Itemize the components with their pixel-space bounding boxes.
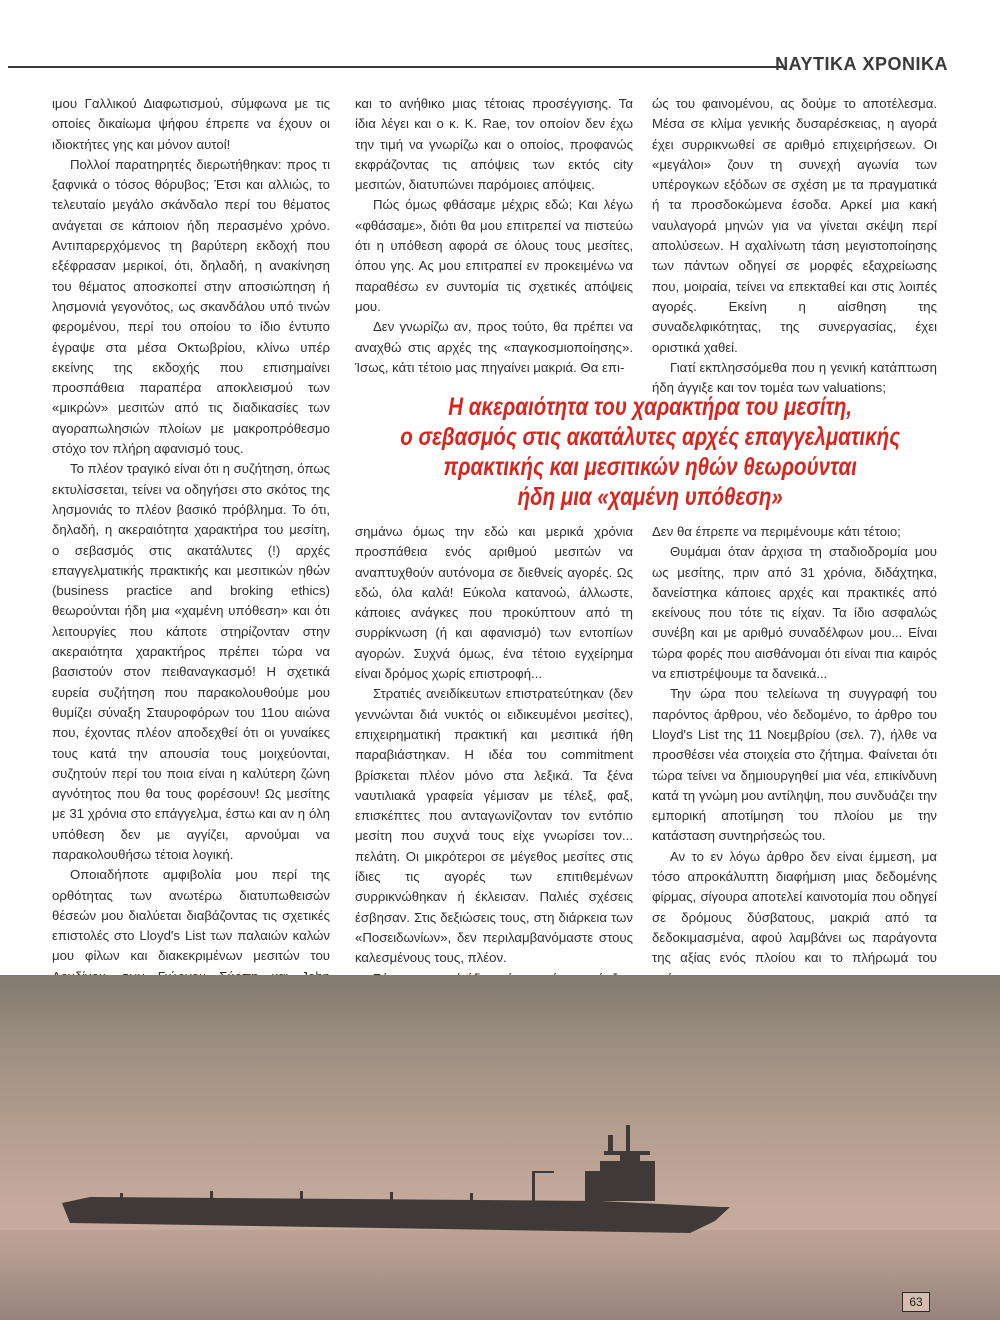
paragraph: Θυμάμαι όταν άρχισα τη σταδιοδρομία μου ως μεσίτης, πριν από 31 χρόνια, διδάχτηκα, δανείστηκα κάποιες αρχές και πρακτικές από εκείνους που τότε τις είχαν. Τα ίδιο ασφαλώς συνέβη και με αριθμό συναδέλφων μου... Είναι τώρα φορές που αισθάνομαι ότι είναι πια καιρός να επιστρέψουμε τα δανεικά...: [652, 544, 937, 682]
pullquote-line: ο σεβασμός στις ακατάλυτες αρχές επαγγελματικής: [400, 423, 901, 451]
pullquote: [355, 392, 945, 512]
article-column-3: [652, 94, 937, 398]
paragraph: και το ανήθικο μιας τέτοιας προσέγγισης. Τα ίδια λέγει και ο κ. K. Rae, τον οποίον δεν έχω την τιμή να γνωρίζω και ο οποίος, προφανώς εκφράζοντας τις απόψεις των εκτός city μεσιτών, διατυπώνει παρόμοιες απόψεις.: [355, 96, 633, 193]
section-title: ΝΑΥΤΙΚΑ ΧΡΟΝΙΚΑ: [775, 54, 948, 74]
paragraph: ώς του φαινομένου, ας δούμε το αποτέλεσμα. Μέσα σε κλίμα γενικής δυσαρέσκειας, η αγορά έχει συρρικνωθεί σε αριθμό επιχειρήσεων. Οι «μεγάλοι» ζουν τη συνεχή αγωνία των υπέρογκων εξόδων σε σχέση με τα πραγματικά ή τα προσδοκώμενα έσοδα. Αρκεί μια κακή ναυλαγορά μηνών για να γίνεται σκέψη περί απολύσεων. Η αχαλίνωτη τάση μεγιστοποίησης των πάντων οδηγεί σε μορφές εξαχρείωσης που, μοιραία, τείνει να επεκταθεί και στις λοιπές αγορές. Εκείνη η αίσθηση της συναδελφικότητας, της συνεργασίας, έχει οριστικά χαθεί.: [652, 96, 937, 355]
paragraph: Οποιαδήποτε αμφιβολία μου περί της ορθότητας των ανωτέρω διατυπωθεισών θέσεών μου διαλύεται διαβάζοντας τις σχετικές επιστολές στο Lloyd's List των παλαιών καλών μου φίλων και διακεκριμένων μεσιτών του: [52, 867, 330, 964]
article-column-2: [355, 94, 633, 378]
paragraph: Την ώρα που τελείωνα τη συγγραφή του παρόντος άρθρου, νέο δεδομένο, το άρθρο του Lloyd's List της 11 Νοεμβρίου (σελ. 7), ήλθε να προσθέσει νέα στοιχεία στο ζήτημα. Φαίνεται ότι τώρα τείνει να δημιουργηθεί μια νέα, επικίνδυνη κατά τη γνώμη μου αντίληψη, που συνδυάζει την εμπορική αποτίμηση του πλοίου με την κατάσταση συντηρήσεώς του.: [652, 686, 937, 844]
article-column-5: [652, 522, 937, 989]
article-column-1: [52, 94, 330, 1068]
paragraph: σημάνω όμως την εδώ και μερικά χρόνια προσπάθεια ενός αριθμού μεσιτών να αναπτυχθούν αυτόνομα σε διεθνείς αγορές. Ως εδώ, όλα καλά! Εύκολα κατανοώ, άλλωστε, κάποιες ανάγκες που προκύπτουν από τη συρρίκνωση (ή και αφανισμό) των εντοπίων αγορών. Συχνά όμως, ένα τέτοιο εγχείρημα είναι δρόμος χωρίς επιστροφή...: [355, 524, 633, 682]
paragraph: [652, 847, 937, 989]
header-rule: [8, 66, 783, 68]
paragraph: ιμου Γαλλικού Διαφωτισμού, σύμφωνα με τις οποίες δικαίωμα ψήφου έπρεπε να έχουν οι ιδιοκτήτες γης και μόνον αυτοί!: [52, 96, 330, 152]
pullquote-line: ήδη μια «χαμένη υπόθεση»: [517, 483, 783, 511]
paragraph: Δεν γνωρίζω αν, προς τούτο, θα πρέπει να αναχθώ στις αρχές της «παγκοσμιοποίησης». Ίσως, κάτι τέτοιο μας πηγαίνει μακριά. Θα επι-: [355, 319, 633, 375]
pullquote-line: Η ακεραιότητα του χαρακτήρα του μεσίτη,: [448, 393, 853, 421]
paragraph: Πώς όμως φθάσαμε μέχρις εδώ; Και λέγω «φθάσαμε», διότι θα μου επιτρεπεί να πιστεύω ότι η υπόθεση αφορά σε όλους τους μεσίτες, όπου γης. Ας μου επιτραπεί εν προκειμένω να παραθέσω εν συντομία τις σχετικές απόψεις μου.: [355, 197, 633, 314]
pullquote-line: πρακτικής και μεσιτικών ηθών θεωρούνται: [443, 453, 857, 481]
tanker-ship-photo: [0, 975, 1000, 1320]
paragraph: Το πλέον τραγικό είναι ότι η συζήτηση, όπως εκτυλίσσεται, τείνει να οδηγήσει στο σκότος της λησμονιάς το πλέον βασικό πρόβλημα. Το ότι, δηλαδή, η ακεραιότητα χαρακτήρα του μεσίτη, ο σεβασμός στις ακατάλυτες (!) αρχές επαγγελματικής πρακτικής και μεσιτικών ηθών (business practice and broking ethics) θεωρούνται ήδη μια «χαμένη υπόθεση» και ότι λειτουργίες που κάποτε στηρίζονταν στην ακεραιότητα χαρακτήρος πρέπει τώρα να βασιστούν στον πειθαναγκασμό! Η σχετικά ευρεία συζήτηση που παρακολουθούμε μου θυμίζει σύναξη Σταυροφόρων του 11ου αιώνα που, έχοντας πλέον αποδεχθεί ότι οι γυναίκες τους κατά την απουσία τους μοιχεύονται, συζητούν περί του ποια είναι η καλύτερη ζώνη αγνότητος που θα τους φορέσουν! Ως μεσίτης με 31 χρόνια στο επάγγελμα, έστω και αν η όλη υπόθεση δεν με αγγίζει, αρνούμαι να παρακολουθήσω τέτοια λογική.: [52, 461, 330, 862]
paragraph-text: Αν το εν λόγω άρθρο δεν είναι έμμεση, μα τόσο απροκάλυπτη διαφήμιση μιας δεδομένης φίρμας, σίγουρα αποτελεί καινοτομία που οδηγεί σε δρόμους δύσβατους, μακριά από τα δεδοκιμασμένα, αφού λαμβάνει ως παράγοντα της αξίας ενός πλοίου και το πλήρωμά του: [652, 848, 937, 966]
paragraph: Γιατί εκπλησσόμεθα που η γενική κατάπτωση ήδη άγγιξε και τον τομέα των valuations;: [652, 359, 937, 396]
ship-silhouette: [0, 975, 1000, 1320]
article-column-4: [355, 522, 633, 989]
paragraph: Στρατιές ανειδίκευτων επιστρατεύτηκαν (δεν γεννώνται διά νυκτός οι ειδικευμένοι μεσίτες), επιχειρηματική πρακτική και μεσιτικά ήθη παραβιάστηκαν. Η ιδέα του commitment βρίσκεται πλέον μόνο στα λεξικά. Τα ξένα ναυτιλιακά γραφεία γέμισαν με τέλεξ, φαξ, επισκέπτες που ανταγωνίζονταν τον εντόπιο μεσίτη που συχνά τους είχε γνωρίσει τον... πελάτη. Οι μικρότεροι σε μέγεθος μεσίτες στις ίδιες τις αγορές των επιτιθεμένων συρρικνώθηκαν ή έκλεισαν. Παλιές σχέσεις έσβησαν. Στις δεξιώσεις τους, στη διάρκεια των «Ποσειδωνίων», δεν περιλαμβανόμαστε στους καλεσμένους τους, πλέον.: [355, 686, 633, 966]
page-number: 63: [902, 1292, 930, 1312]
paragraph: Πολλοί παρατηρητές διερωτήθηκαν: προς τι ξαφνικά ο τόσος θόρυβος; Έτσι και αλλιώς, το τελευταίο μεγάλο σκάνδαλο περί του θέματος ανάγεται σε κάποιον ήδη περασμένο χρόνο. Αντιπαρερχόμενος τη βαρύτερη εκδοχή που εξέφρασαν μερικοί, ότι, δηλαδή, η ανακίνηση του θέματος αποσκοπεί στην αποσιώπηση ή λησμονιά γεγονότος, ως σκανδάλου υπό τινών φερομένου, περί του οποίου το ίδιο έντυπο έγραψε στα μέσα Οκτωβρίου, κλίνω υπέρ εκείνης της εκδοχής που επισημαίνει προσπάθεια παραπέρα αποκλεισμού των «μικρών» μεσιτών από τις διαδικασίες των αγοραπωλησιών πλοίων με μακροπρόθεσμο στόχο τον πλήρη αφανισμό τους.: [52, 156, 330, 457]
paragraph: Δεν θα έπρεπε να περιμένουμε κάτι τέτοιο;: [652, 524, 901, 539]
